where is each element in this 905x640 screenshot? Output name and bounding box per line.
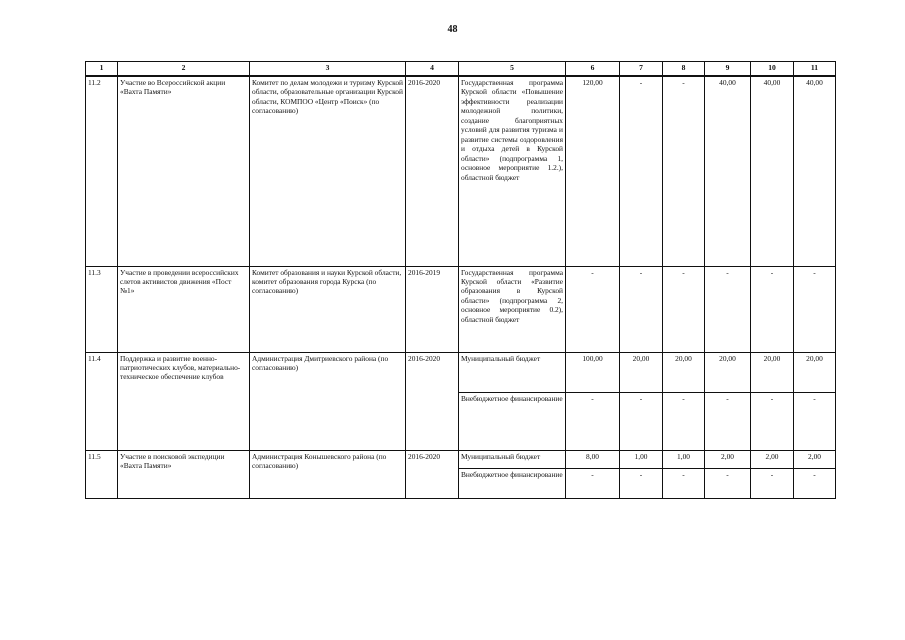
row-activity: Участие в поисковой экспедиции «Вахта Памяти» (118, 450, 250, 498)
row-source: Внебюджетное финансирование (459, 392, 566, 450)
column-header: 5 (459, 62, 566, 77)
row-value: 1,00 (663, 450, 705, 468)
row-value: 40,00 (794, 76, 836, 266)
row-value: - (663, 266, 705, 352)
row-value: - (751, 266, 794, 352)
row-value: - (705, 392, 751, 450)
row-value: 20,00 (794, 352, 836, 392)
row-id: 11.3 (86, 266, 118, 352)
row-value: - (794, 266, 836, 352)
row-value: 2,00 (705, 450, 751, 468)
row-value: - (620, 76, 663, 266)
row-value: - (794, 468, 836, 498)
table-row-11-4 (86, 352, 836, 392)
row-source: Муниципальный бюджет (459, 352, 566, 392)
table-row-11-3 (86, 266, 836, 352)
table-row-11-5 (86, 450, 836, 468)
row-value: - (751, 392, 794, 450)
row-id: 11.4 (86, 352, 118, 450)
row-value-total: 8,00 (566, 450, 620, 468)
row-value: 40,00 (751, 76, 794, 266)
row-period: 2016-2020 (406, 76, 459, 266)
row-source: Муниципальный бюджет (459, 450, 566, 468)
column-header: 4 (406, 62, 459, 77)
row-source: Государственная программа Курской области «Развитие образования в Курской области» (подпрограмма 2, основное мероприятие 0.2), областной бюджет (459, 266, 566, 352)
row-value: 2,00 (751, 450, 794, 468)
row-activity: Поддержка и развитие военно-патриотических клубов, материально-техническое обеспечение клубов (118, 352, 250, 450)
row-period: 2016-2019 (406, 266, 459, 352)
row-value: - (705, 468, 751, 498)
row-executor: Комитет образования и науки Курской области, комитет образования города Курска (по согласованию) (250, 266, 406, 352)
row-value: - (705, 266, 751, 352)
column-header: 11 (794, 62, 836, 77)
row-value: - (751, 468, 794, 498)
column-header: 2 (118, 62, 250, 77)
program-table (85, 61, 836, 499)
row-id: 11.2 (86, 76, 118, 266)
row-value: - (794, 392, 836, 450)
row-value: - (620, 266, 663, 352)
row-value: - (663, 468, 705, 498)
row-executor: Комитет по делам молодежи и туризму Курской области, образовательные организации Курской области, КОМПОО «Центр «Поиск» (по согласованию) (250, 76, 406, 266)
column-header: 9 (705, 62, 751, 77)
row-value-total: 100,00 (566, 352, 620, 392)
row-executor: Администрация Конышевского района (по согласованию) (250, 450, 406, 498)
row-source: Внебюджетное финансирование (459, 468, 566, 498)
row-value: 40,00 (705, 76, 751, 266)
row-value-total: 120,00 (566, 76, 620, 266)
column-header: 10 (751, 62, 794, 77)
row-period: 2016-2020 (406, 450, 459, 498)
row-activity: Участие во Всероссийской акции «Вахта Памяти» (118, 76, 250, 266)
row-value: 20,00 (663, 352, 705, 392)
row-value: 2,00 (794, 450, 836, 468)
row-value: - (663, 392, 705, 450)
row-value: 20,00 (751, 352, 794, 392)
column-header: 1 (86, 62, 118, 77)
row-value: - (620, 392, 663, 450)
row-value-total: - (566, 266, 620, 352)
row-source: Государственная программа Курской области «Повышение эффективности реализации молодежной политики, создание благоприятных условий для развития туризма и развитие системы оздоровления и отдыха детей в Курской области» (подпрограмма 1, основное мероприятие 1.2.), областной бюджет (459, 76, 566, 266)
column-header: 3 (250, 62, 406, 77)
row-value: - (663, 76, 705, 266)
row-id: 11.5 (86, 450, 118, 498)
table-row-11-2 (86, 76, 836, 266)
row-value-total: - (566, 392, 620, 450)
page-number: 48 (447, 24, 458, 35)
header-row (86, 62, 836, 77)
row-period: 2016-2020 (406, 352, 459, 450)
row-value: 1,00 (620, 450, 663, 468)
row-value-total: - (566, 468, 620, 498)
row-value: 20,00 (705, 352, 751, 392)
row-value: - (620, 468, 663, 498)
column-header: 8 (663, 62, 705, 77)
row-executor: Администрация Дмитриевского района (по согласованию) (250, 352, 406, 450)
column-header: 6 (566, 62, 620, 77)
row-activity: Участие в проведении всероссийских слетов активистов движения «Пост №1» (118, 266, 250, 352)
row-value: 20,00 (620, 352, 663, 392)
column-header: 7 (620, 62, 663, 77)
